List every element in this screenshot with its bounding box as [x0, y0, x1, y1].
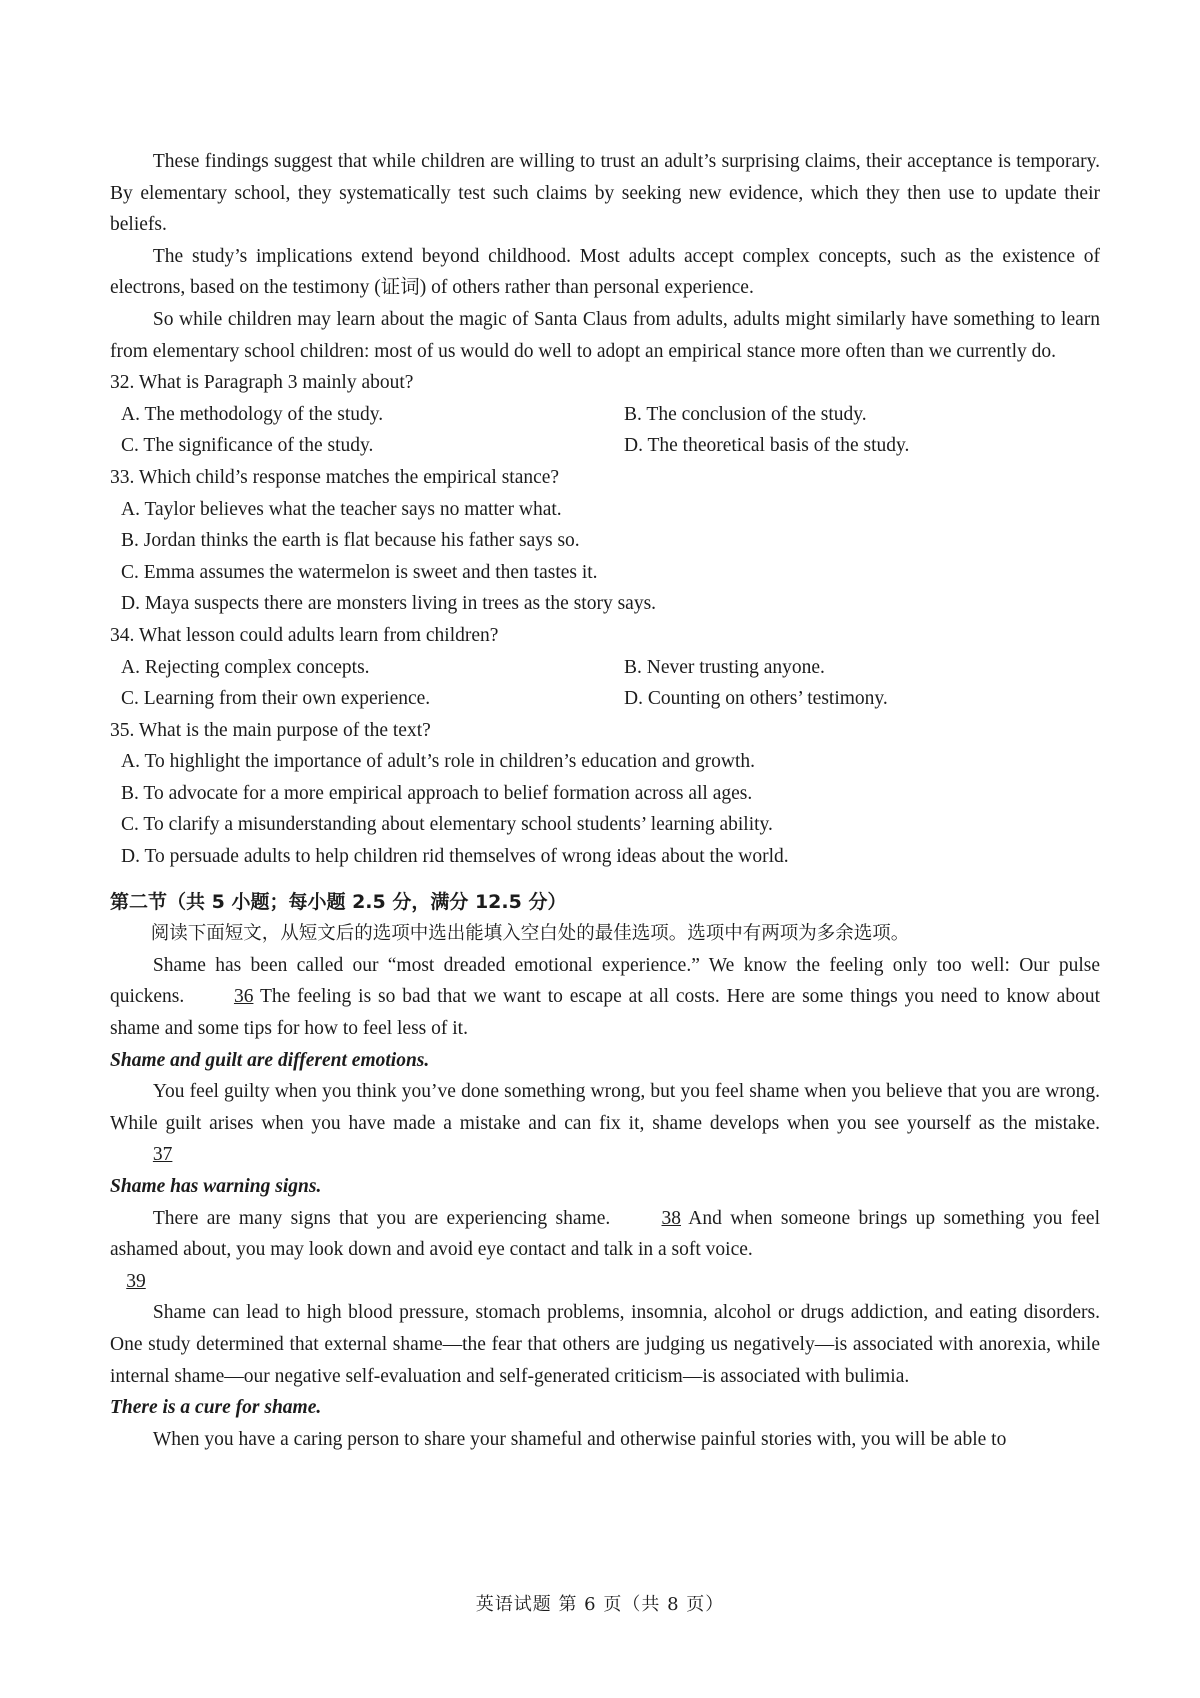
question-34 — [110, 620, 1100, 715]
option-d: D. To persuade adults to help children rid themselves of wrong ideas about the world. — [121, 846, 789, 868]
option-b: B. The conclusion of the study. — [624, 403, 867, 425]
passage-paragraph — [110, 1076, 1100, 1171]
passage-text: And when someone brings up something you feel ashamed about, you may look down and avoid eye contact and talk in a soft voice. — [110, 1207, 1100, 1261]
passage-paragraph: The study’s implications extend beyond childhood. Most adults accept complex concepts, such as the existence of electrons, based on the testimony (证词) of others rather than personal experience. — [110, 245, 1100, 299]
passage-paragraph: These findings suggest that while children are willing to trust an adult’s surprising claims, their acceptance is temporary. By elementary school, they systematically test such claims by seeking new evidence, which they then use to update their beliefs. — [110, 151, 1100, 236]
passage-text: Shame has been called our “most dreaded emotional experience.” We know the feeling only too well: Our pulse quickens. — [110, 954, 1100, 1008]
blank-36: 36 — [233, 986, 254, 1008]
subheading: Shame and guilt are different emotions. — [110, 1049, 430, 1071]
blank-37: 37 — [152, 1144, 173, 1166]
option-c: C. Learning from their own experience. — [121, 688, 431, 710]
option-a: A. Taylor believes what the teacher says no matter what. — [121, 498, 562, 520]
passage-text: There are many signs that you are experiencing shame. — [152, 1207, 619, 1229]
option-b: B. To advocate for a more empirical approach to belief formation across all ages. — [121, 782, 753, 804]
page-footer: 英语试题 第 6 页（共 8 页） — [475, 1594, 725, 1615]
passage-text: The feeling is so bad that we want to escape at all costs. Here are some things you need to know about shame and some tips for how to feel less of it. — [110, 986, 1100, 1040]
option-a: A. The methodology of the study. — [121, 403, 384, 425]
option-c: C. To clarify a misunderstanding about elementary school students’ learning ability. — [121, 814, 773, 836]
blank-39: 39 — [126, 1270, 146, 1292]
passage-paragraph: So while children may learn about the magic of Santa Claus from adults, adults might similarly have something to learn from elementary school children: most of us would do well to adopt an empirical stance more often than we currently do. — [110, 308, 1100, 362]
option-a: A. Rejecting complex concepts. — [121, 656, 370, 678]
question-32 — [110, 367, 1100, 462]
section-instruction: 阅读下面短文，从短文后的选项中选出能填入空白处的最佳选项。选项中有两项为多余选项。 — [150, 923, 910, 945]
option-a: A. To highlight the importance of adult’s role in children’s education and growth. — [121, 751, 756, 773]
passage-text: You feel guilty when you think you’ve done something wrong, but you feel shame when you believe that you are wrong. While guilt arises when you have made a mistake and can fix it, shame develops when you see yourself as the mistake. — [110, 1081, 1100, 1134]
passage-paragraph: When you have a caring person to share your shameful and otherwise painful stories with, you will be able to — [152, 1428, 1007, 1450]
question-33 — [110, 462, 1100, 620]
blank-38: 38 — [661, 1207, 681, 1229]
question-35 — [110, 715, 1100, 873]
question-stem: 34. What lesson could adults learn from children? — [110, 624, 499, 646]
option-b: B. Never trusting anyone. — [624, 656, 825, 678]
passage-paragraph — [110, 1203, 1100, 1266]
question-stem: 33. Which child’s response matches the empirical stance? — [110, 466, 560, 488]
blank-39-line — [110, 1266, 1100, 1298]
option-d: D. Counting on others’ testimony. — [624, 688, 888, 710]
option-c: C. Emma assumes the watermelon is sweet and then tastes it. — [121, 561, 598, 583]
subheading: Shame has warning signs. — [110, 1176, 322, 1197]
option-d: D. Maya suspects there are monsters living in trees as the story says. — [121, 593, 657, 615]
question-stem: 35. What is the main purpose of the text? — [110, 719, 431, 741]
option-b: B. Jordan thinks the earth is flat because his father says so. — [121, 530, 580, 552]
option-c: C. The significance of the study. — [121, 435, 374, 457]
passage-paragraph — [110, 950, 1100, 1045]
subheading: There is a cure for shame. — [110, 1397, 322, 1419]
passage-paragraph: Shame can lead to high blood pressure, stomach problems, insomnia, alcohol or drugs addiction, and eating disorders. One study determined that external shame—the fear that others are judging us negatively—is associated with anorexia, while internal shame—our negative self-evaluation and self-generated criticism—is associated with bulimia. — [110, 1302, 1100, 1387]
question-stem: 32. What is Paragraph 3 mainly about? — [110, 372, 414, 394]
section-heading: 第二节（共 5 小题；每小题 2.5 分，满分 12.5 分） — [110, 890, 567, 913]
exam-page — [110, 146, 1100, 1455]
option-d: D. The theoretical basis of the study. — [624, 435, 910, 457]
